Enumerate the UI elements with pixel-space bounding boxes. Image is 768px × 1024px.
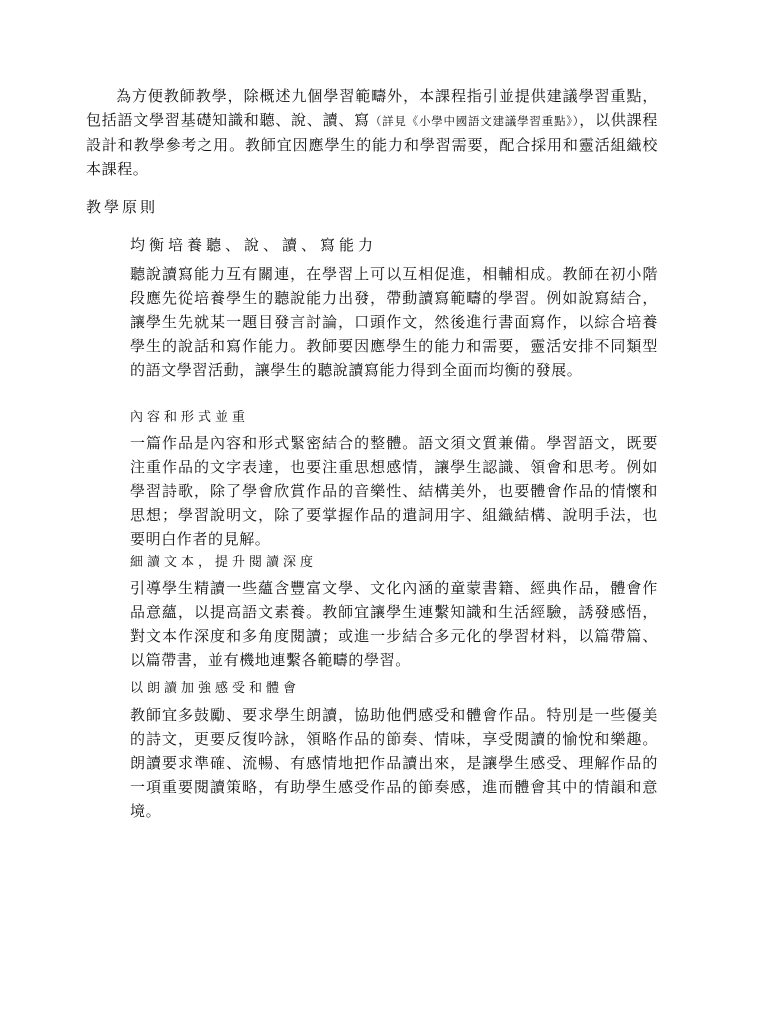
intro-text-main: 為方便教師教學，除概述九個學習範疇外，本課程指引並提供建議學習重點，包括語文學習基礎知識和聽、說、讀、寫	[86, 87, 658, 129]
principle-body-content-form: 一篇作品是內容和形式緊密結合的整體。語文須文質兼備。學習語文，既要注重作品的文字表達，也要注重思想感情，讓學生認識、領會和思考。例如學習詩歌，除了學會欣賞作品的音樂性、結構美外，也要體會作品的情懷和思想；學習說明文，除了要掌握作品的遣詞用字、組織結構、說明手法，也要明白作者的見解。	[130, 434, 658, 548]
principle-body-balanced-skills: 聽說讀寫能力互有關連，在學習上可以互相促進，相輔相成。教師在初小階段應先從培養學生的聽說能力出發，帶動讀寫範疇的學習。例如說寫結合，讓學生先就某一題目發言討論，口頭作文，然後進行書面寫作，以綜合培養學生的說話和寫作能力。教師要因應學生的能力和需要，靈活安排不同類型的語文學習活動，讓學生的聽說讀寫能力得到全面而均衡的發展。	[130, 265, 658, 379]
principle-title-reading-aloud: 以朗讀加強感受和體會	[130, 681, 301, 696]
principle-title-balanced-skills: 均衡培養聽、說、讀、寫能力	[130, 236, 378, 254]
intro-text-end: ，以供課程設計和教學參考之用。教師宜因應學生的能力和學習需要，配合採用和靈活組織校本課程。	[86, 111, 658, 178]
principle-body-reading-aloud: 教師宜多鼓勵、要求學生朗讀，協助他們感受和體會作品。特別是一些優美的詩文，更要反復吟詠，領略作品的節奏、情味，享受閱讀的愉悅和樂趣。朗讀要求準確、流暢、有感情地把作品讀出來，是讓學生感受、理解作品的一項重要閱讀策略，有助學生感受作品的節奏感，進而體會其中的情韻和意境。	[130, 706, 658, 820]
principle-body-close-reading: 引導學生精讀一些蘊含豐富文學、文化內涵的童蒙書籍、經典作品，體會作品意蘊，以提高語文素養。教師宜讓學生連繫知識和生活經驗，誘發感悟，對文本作深度和多角度閱讀；或進一步結合多元化的學習材料，以篇帶篇、以篇帶書，並有機地連繫各範疇的學習。	[130, 579, 658, 669]
intro-reference: （詳見《小學中國語文建議學習重點》）	[369, 114, 580, 128]
intro-paragraph	[86, 84, 658, 181]
section-heading: 教學原則	[86, 198, 159, 216]
principle-title-content-form: 內容和形式並重	[130, 410, 250, 425]
principle-title-close-reading: 細讀文本，提升閱讀深度	[130, 555, 318, 570]
